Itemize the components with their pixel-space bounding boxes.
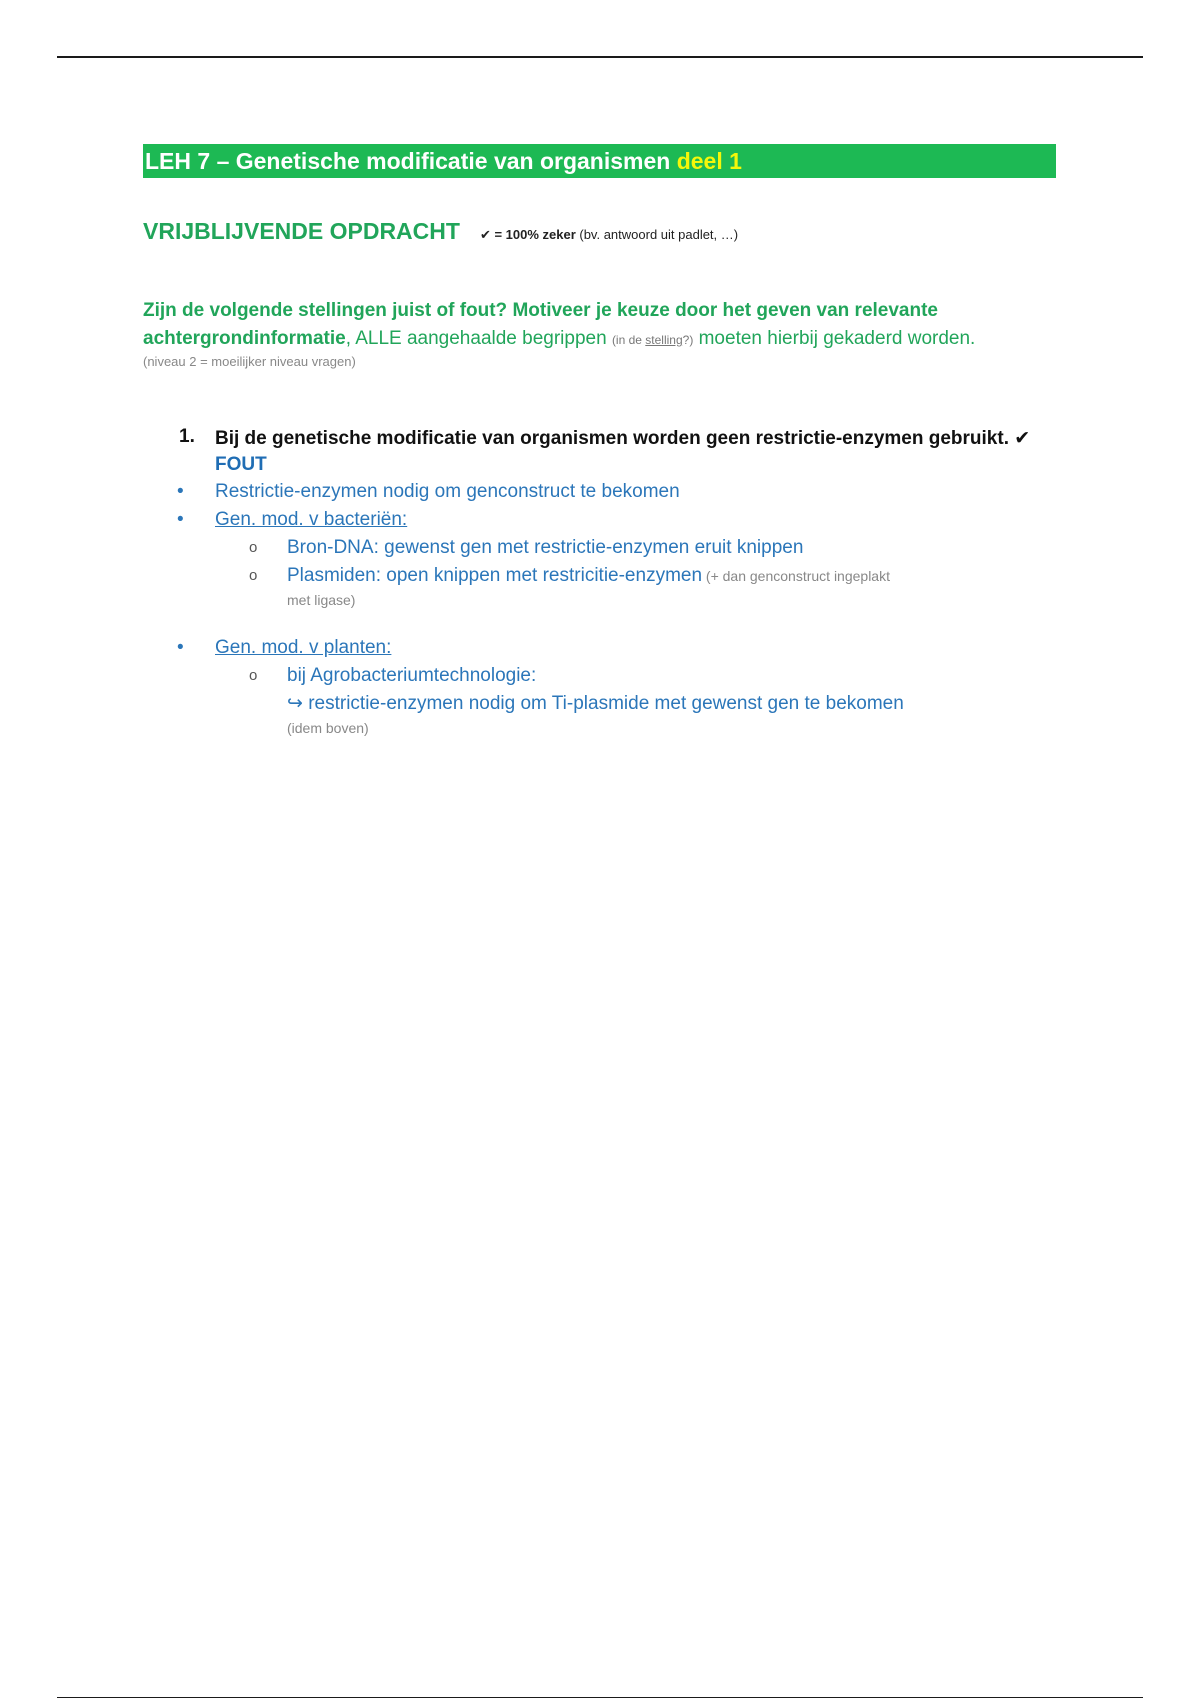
list-item	[143, 634, 1056, 662]
list-item	[143, 506, 1056, 534]
assignment-heading: VRIJBLIJVENDE OPDRACHT	[143, 218, 460, 244]
answer-note: (+ dan genconstruct ingeplakt	[702, 568, 890, 584]
small-underlined: stelling	[645, 333, 683, 347]
question-text: Bij de genetische modificatie van organismen worden geen restrictie-enzymen gebruikt. ✔	[215, 428, 1031, 449]
question-answer: FOUT	[215, 454, 267, 475]
instructions	[143, 297, 1056, 370]
legend-mark: ✔ = 100% zeker	[479, 227, 576, 242]
answer-arrow-point: ↪ restrictie-enzymen nodig om Ti-plasmide met gewenst gen te bekomen	[287, 693, 904, 714]
footer-rule	[57, 1697, 1143, 1698]
list-item	[143, 478, 1056, 506]
answer-point: Bron-DNA: gewenst gen met restrictie-enzymen eruit knippen	[287, 537, 804, 558]
list-item	[143, 562, 1056, 590]
instructions-bold: Zijn de volgende stellingen juist of fout? Motiveer je keuze door het geven van relevante achtergrondinformatie	[143, 300, 938, 349]
circle-bullet-icon: o	[249, 539, 258, 556]
bullet-icon: •	[177, 481, 184, 502]
spacer	[143, 610, 1056, 634]
answer-heading-plants: Gen. mod. v planten:	[215, 637, 392, 658]
certainty-legend	[480, 227, 738, 243]
level-note: (niveau 2 = moeilijker niveau vragen)	[143, 354, 356, 369]
subtitle-row	[143, 218, 1056, 245]
answer-note-continued: met ligase)	[287, 592, 356, 608]
circle-bullet-icon: o	[249, 567, 258, 584]
list-item	[143, 534, 1056, 562]
legend-rest: (bv. antwoord uit padlet, …)	[575, 227, 739, 242]
instructions-mid: , ALLE aangehaalde begrippen	[345, 328, 612, 349]
small-close: ?)	[682, 333, 694, 347]
title-main: LEH 7 – Genetische modificatie van organismen	[145, 148, 677, 174]
answer-note: (idem boven)	[287, 720, 369, 736]
header-rule	[57, 56, 1143, 58]
document-body	[143, 144, 1056, 738]
answer-point: bij Agrobacteriumtechnologie:	[287, 665, 537, 686]
answer-heading-bacteria: Gen. mod. v bacteriën:	[215, 509, 408, 530]
answer-point: Restrictie-enzymen nodig om genconstruct te bekomen	[215, 481, 680, 502]
page-title	[143, 144, 1056, 178]
list-item	[143, 662, 1056, 690]
title-highlight: deel 1	[676, 148, 742, 174]
bullet-icon: •	[177, 637, 184, 658]
instructions-end: moeten hierbij gekaderd worden.	[693, 328, 976, 349]
small-open: (in de	[611, 333, 646, 347]
bullet-icon: •	[177, 509, 184, 530]
answer-point: Plasmiden: open knippen met restricitie-enzymen	[287, 565, 703, 586]
question-1	[143, 426, 1056, 478]
instructions-small	[612, 333, 693, 347]
circle-bullet-icon: o	[249, 667, 258, 684]
question-number: 1.	[179, 426, 195, 447]
